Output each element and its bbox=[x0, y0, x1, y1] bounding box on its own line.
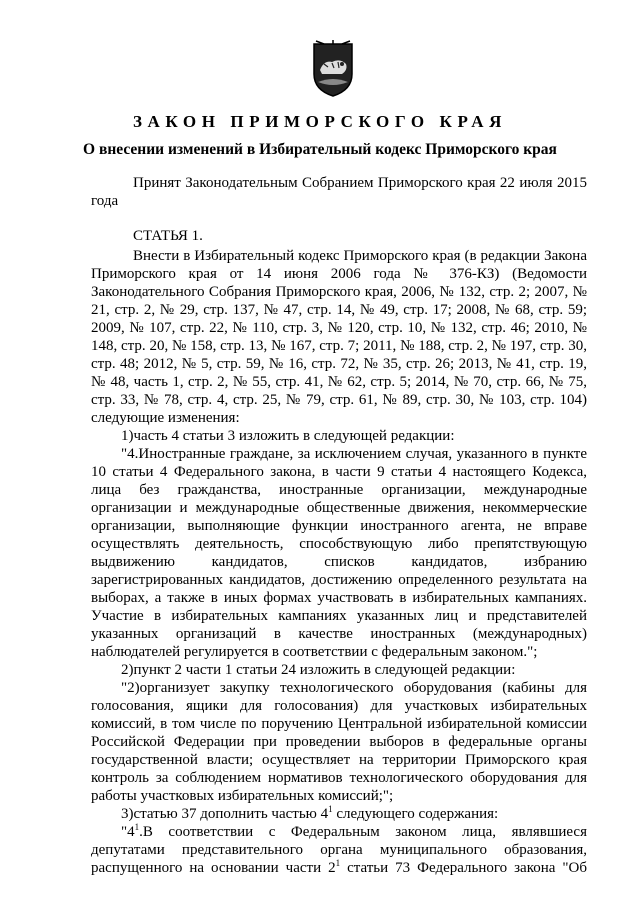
item-3-quote-end: статьи 73 Федерального закона "Об bbox=[340, 860, 587, 876]
item-3-lead-tail: следующего содержания: bbox=[332, 806, 499, 822]
item-3-quote-mid: .В соответствии с Федеральным законом лица, являвшиеся депутатами представительного органа муниципального образования, распущенного на основании части 2 bbox=[91, 824, 587, 876]
item-2-quote: "2)организует закупку технологического оборудования (кабины для голосования, ящики для голосования) для участковых избирательных комиссий, в том числе по поручению Центральной избирательной комиссии Российской Федерации при проведении выборов в федеральные органы государственной власти; осуществляет на территории Приморского края контроль за соблюдением нормативов технологического оборудования для работы участковых избирательных комиссий;"; bbox=[91, 680, 587, 804]
item-3-quote-sup: 1 bbox=[134, 822, 140, 832]
article-body bbox=[91, 247, 587, 877]
item-3-lead bbox=[91, 805, 587, 823]
item-1-lead: 1)часть 4 статьи 3 изложить в следующей редакции: bbox=[121, 428, 455, 444]
item-3-quote-sup2: 1 bbox=[335, 858, 341, 868]
law-title: ЗАКОН ПРИМОРСКОГО КРАЯ bbox=[132, 112, 508, 131]
coat-of-arms-icon bbox=[312, 40, 354, 98]
item-3-quote bbox=[91, 823, 587, 877]
article-intro: Внести в Избирательный кодекс Приморского края (в редакции Закона Приморского края от 14 июня 2006 года № 376-КЗ) (Ведомости Законодательного Собрания Приморского края, 2006, № 132, стр. 2; 2007, № 21, стр. 2, № 29, стр. 137, № 47, стр. 14, № 49, стр. 17; 2008, № 68, стр. 59; 2009, № 107, стр. 22, № 110, стр. 3, № 120, стр. 10, № 132, стр. 46; 2010, № 148, стр. 20, № 158, стр. 13, № 167, стр. 7; 2011, № 188, стр. 2, № 197, стр. 30, стр. 48; 2012, № 5, стр. 59, № 16, стр. 72, № 35, стр. 26; 2013, № 41, стр. 19, № 48, часть 1, стр. 2, № 55, стр. 41, № 62, стр. 5; 2014, № 70, стр. 66, № 75, стр. 33, № 78, стр. 4, стр. 25, № 79, стр. 61, № 89, стр. 30, № 103, стр. 104) следующие изменения: bbox=[91, 248, 587, 426]
item-2-lead: 2)пункт 2 части 1 статьи 24 изложить в следующей редакции: bbox=[121, 662, 516, 678]
law-subtitle: О внесении изменений в Избирательный кодекс Приморского края bbox=[83, 141, 557, 158]
item-3-quote-start: "4 bbox=[121, 824, 135, 840]
item-1-quote: "4.Иностранные граждане, за исключением случая, указанного в пункте 10 статьи 4 Федерального закона, в части 9 статьи 4 настоящего Кодекса, лица без гражданства, иностранные организации, международные организации и международные общественные движения, некоммерческие организации, выполняющие функции иностранного агента, не вправе осуществлять деятельность, способствующую либо препятствующую выдвижению кандидатов, списков кандидатов, избранию зарегистрированных кандидатов, достижению определенного результата на выборах, а также в иных формах участвовать в избирательных кампаниях. Участие в избирательных кампаниях указанных лиц и представителей указанных организаций в качестве иностранных (международных) наблюдателей регулируется в соответствии с федеральным законом."; bbox=[91, 446, 587, 660]
adoption-note: Принят Законодательным Собранием Приморского края 22 июля 2015 года bbox=[91, 175, 587, 209]
article-heading: СТАТЬЯ 1. bbox=[133, 228, 203, 244]
item-3-lead-text: 3)статью 37 дополнить частью 4 bbox=[121, 806, 329, 822]
item-3-lead-sup: 1 bbox=[328, 804, 333, 814]
